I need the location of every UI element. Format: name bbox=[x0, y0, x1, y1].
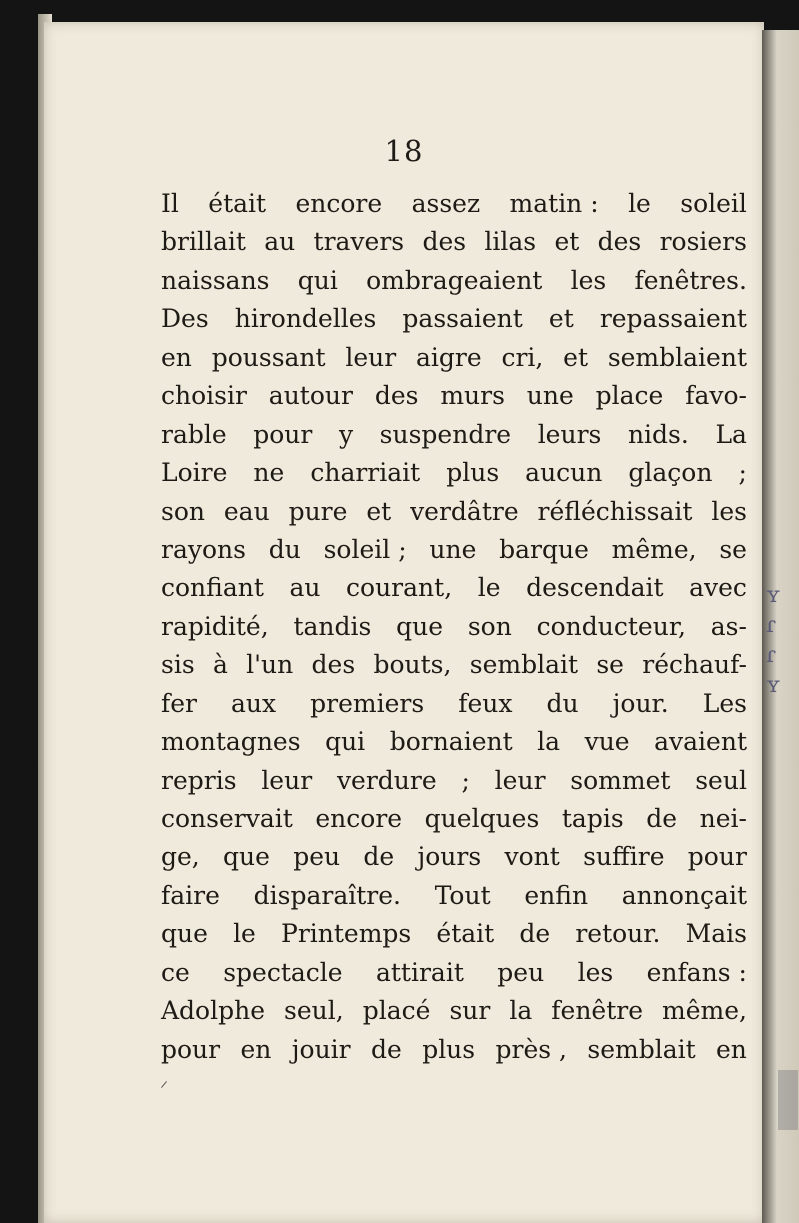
word: les bbox=[570, 265, 607, 295]
word: eau bbox=[223, 496, 270, 526]
word: même, bbox=[611, 534, 697, 564]
word: Printemps bbox=[281, 919, 412, 949]
word: leur bbox=[494, 765, 546, 795]
word: murs bbox=[440, 381, 505, 411]
word: était bbox=[208, 189, 267, 218]
word: tapis bbox=[561, 804, 624, 833]
word: conducteur, bbox=[536, 611, 686, 641]
text-line bbox=[161, 493, 747, 531]
word: leur bbox=[345, 342, 397, 372]
word: Des bbox=[161, 304, 209, 334]
word: jours bbox=[417, 842, 482, 872]
word: réfléchissait bbox=[537, 496, 693, 526]
text-line bbox=[161, 531, 747, 569]
text-line bbox=[161, 800, 747, 838]
word: Il bbox=[161, 189, 179, 218]
text-line bbox=[161, 569, 747, 607]
margin-mark: ʏ bbox=[766, 583, 781, 608]
word: aux bbox=[231, 688, 277, 718]
word: que bbox=[223, 842, 270, 872]
word: repris bbox=[161, 765, 237, 795]
word: faire bbox=[161, 880, 220, 910]
word: et bbox=[554, 227, 580, 257]
word: fer bbox=[161, 688, 197, 718]
word: premiers bbox=[310, 688, 425, 718]
word: et bbox=[548, 304, 574, 334]
word: semblait bbox=[587, 1034, 696, 1064]
word: au bbox=[264, 227, 296, 257]
word: même, bbox=[662, 996, 747, 1026]
body-text bbox=[161, 185, 747, 1069]
word: passaient bbox=[402, 304, 523, 334]
word: de bbox=[371, 1034, 402, 1064]
text-line bbox=[161, 300, 747, 338]
word: peu bbox=[293, 842, 341, 872]
word: ne bbox=[253, 458, 285, 488]
word: attirait bbox=[375, 957, 464, 987]
word: enfin bbox=[524, 880, 589, 910]
word: rayons bbox=[161, 534, 246, 564]
word: plus bbox=[446, 458, 500, 488]
word: sis bbox=[161, 650, 195, 680]
page-number: 18 bbox=[384, 134, 424, 168]
text-line bbox=[161, 685, 747, 723]
word: naissans bbox=[161, 265, 270, 295]
word: près , bbox=[495, 1034, 567, 1064]
word: aigre bbox=[416, 342, 482, 372]
word: bornaient bbox=[389, 727, 513, 757]
word: que bbox=[161, 919, 208, 949]
word: suspendre bbox=[379, 419, 512, 449]
word: disparaître. bbox=[253, 880, 401, 910]
word: soleil ; bbox=[323, 534, 407, 564]
word: ; bbox=[461, 765, 470, 795]
library-stamp bbox=[778, 1070, 798, 1130]
word: fenêtres. bbox=[634, 265, 747, 295]
word: de bbox=[519, 919, 551, 949]
text-line bbox=[161, 992, 747, 1030]
word: à bbox=[212, 650, 228, 680]
text-line bbox=[161, 377, 747, 415]
word: les bbox=[711, 496, 747, 526]
word: suffire bbox=[583, 842, 665, 872]
word: plus bbox=[422, 1034, 476, 1064]
book-page bbox=[44, 22, 764, 1223]
text-line bbox=[161, 185, 747, 223]
word: seul, bbox=[284, 996, 344, 1026]
word: Les bbox=[702, 688, 747, 718]
word: barque bbox=[499, 534, 589, 564]
word: peu bbox=[497, 957, 545, 987]
word: se bbox=[719, 534, 747, 564]
word: une bbox=[429, 534, 477, 564]
word: confiant bbox=[161, 573, 264, 603]
word: des bbox=[374, 381, 419, 411]
word: en bbox=[240, 1034, 272, 1064]
word: nei- bbox=[699, 804, 747, 833]
word: leurs bbox=[537, 419, 602, 449]
word: qui bbox=[297, 265, 338, 295]
word: hirondelles bbox=[234, 304, 377, 334]
word: pure bbox=[288, 496, 348, 526]
word: et bbox=[563, 342, 589, 372]
text-line bbox=[161, 339, 747, 377]
word: La bbox=[715, 419, 747, 449]
word: verdure bbox=[336, 765, 437, 795]
word: Adolphe bbox=[161, 996, 266, 1026]
word: enfans : bbox=[646, 957, 747, 987]
word: y bbox=[338, 419, 354, 449]
word: charriait bbox=[310, 458, 421, 488]
word: leur bbox=[261, 765, 313, 795]
word: jouir bbox=[291, 1034, 351, 1064]
word: encore bbox=[315, 804, 403, 833]
text-line bbox=[161, 454, 747, 492]
word: seul bbox=[695, 765, 747, 795]
text-line bbox=[161, 762, 747, 800]
word: lilas bbox=[484, 227, 537, 257]
text-line bbox=[161, 646, 747, 684]
text-line bbox=[161, 877, 747, 915]
word: verdâtre bbox=[410, 496, 519, 526]
word: le bbox=[628, 189, 651, 218]
word: vue bbox=[584, 727, 630, 757]
word: l'un bbox=[246, 650, 294, 680]
word: des bbox=[422, 227, 467, 257]
word: fenêtre bbox=[551, 996, 644, 1026]
word: le bbox=[233, 919, 256, 949]
word: de bbox=[363, 842, 395, 872]
text-line bbox=[161, 223, 747, 261]
word: la bbox=[509, 996, 533, 1026]
word: en bbox=[716, 1034, 747, 1064]
word: soleil bbox=[680, 189, 747, 218]
word: le bbox=[477, 573, 501, 603]
word: la bbox=[537, 727, 561, 757]
word: choisir bbox=[161, 381, 247, 411]
word: spectacle bbox=[223, 957, 343, 987]
text-line bbox=[161, 262, 747, 300]
word: que bbox=[396, 611, 444, 641]
word: Tout bbox=[434, 880, 491, 910]
word: ; bbox=[738, 458, 747, 488]
word: brillait bbox=[161, 227, 246, 257]
word: du bbox=[268, 534, 301, 564]
word: qui bbox=[325, 727, 366, 757]
word: sur bbox=[449, 996, 491, 1026]
word: semblaient bbox=[607, 342, 747, 372]
word: semblait bbox=[469, 650, 579, 680]
word: retour. bbox=[575, 919, 661, 949]
word: annonçait bbox=[621, 880, 747, 910]
word: matin : bbox=[509, 189, 599, 218]
word: courant, bbox=[346, 573, 453, 603]
word: les bbox=[577, 957, 614, 987]
word: était bbox=[436, 919, 495, 949]
word: place bbox=[595, 381, 664, 411]
word: des bbox=[597, 227, 642, 257]
margin-mark: ɾ bbox=[766, 643, 776, 668]
word: assez bbox=[411, 189, 481, 218]
word: montagnes bbox=[161, 727, 301, 757]
word: jour. bbox=[612, 688, 669, 718]
word: Loire bbox=[161, 458, 228, 488]
word: Mais bbox=[685, 919, 747, 949]
word: descendait bbox=[526, 573, 664, 603]
word: repassaient bbox=[599, 304, 747, 334]
word: du bbox=[546, 688, 579, 718]
word: cri, bbox=[501, 342, 544, 372]
text-line bbox=[161, 915, 747, 953]
text-line bbox=[161, 954, 747, 992]
word: bouts, bbox=[373, 650, 452, 680]
word: rapidité, bbox=[161, 611, 269, 641]
text-line bbox=[161, 1031, 747, 1069]
word: avec bbox=[689, 573, 747, 603]
word: glaçon bbox=[628, 458, 713, 488]
word: en bbox=[161, 342, 192, 372]
word: réchauf- bbox=[642, 650, 747, 680]
text-line bbox=[161, 838, 747, 876]
text-line bbox=[161, 723, 747, 761]
word: se bbox=[596, 650, 624, 680]
word: feux bbox=[458, 688, 513, 718]
word: travers bbox=[313, 227, 405, 257]
word: pour bbox=[161, 1034, 221, 1064]
word: placé bbox=[362, 996, 431, 1026]
word: pour bbox=[687, 842, 747, 872]
word: quelques bbox=[424, 804, 540, 833]
word: ombrageaient bbox=[366, 265, 543, 295]
word: nids. bbox=[627, 419, 689, 449]
word: tandis bbox=[293, 611, 372, 641]
word: son bbox=[467, 611, 512, 641]
word: favo- bbox=[685, 381, 747, 411]
word: conservait bbox=[161, 804, 293, 833]
word: une bbox=[526, 381, 574, 411]
word: autour bbox=[268, 381, 353, 411]
word: pour bbox=[253, 419, 313, 449]
text-line bbox=[161, 608, 747, 646]
word: as- bbox=[710, 611, 747, 641]
word: de bbox=[646, 804, 678, 833]
word: aucun bbox=[525, 458, 603, 488]
facing-page-edge bbox=[762, 30, 799, 1223]
word: et bbox=[366, 496, 392, 526]
word: poussant bbox=[211, 342, 326, 372]
word: rable bbox=[161, 419, 227, 449]
margin-mark: ɾ bbox=[766, 613, 776, 638]
word: vont bbox=[504, 842, 560, 872]
word: des bbox=[311, 650, 356, 680]
word: son bbox=[161, 496, 205, 526]
word: encore bbox=[295, 189, 383, 218]
word: avaient bbox=[654, 727, 747, 757]
word: ce bbox=[161, 957, 190, 987]
word: au bbox=[289, 573, 321, 603]
margin-mark: ʏ bbox=[766, 673, 781, 698]
word: sommet bbox=[570, 765, 671, 795]
word: rosiers bbox=[659, 227, 747, 257]
text-line bbox=[161, 416, 747, 454]
word: ge, bbox=[161, 842, 200, 872]
